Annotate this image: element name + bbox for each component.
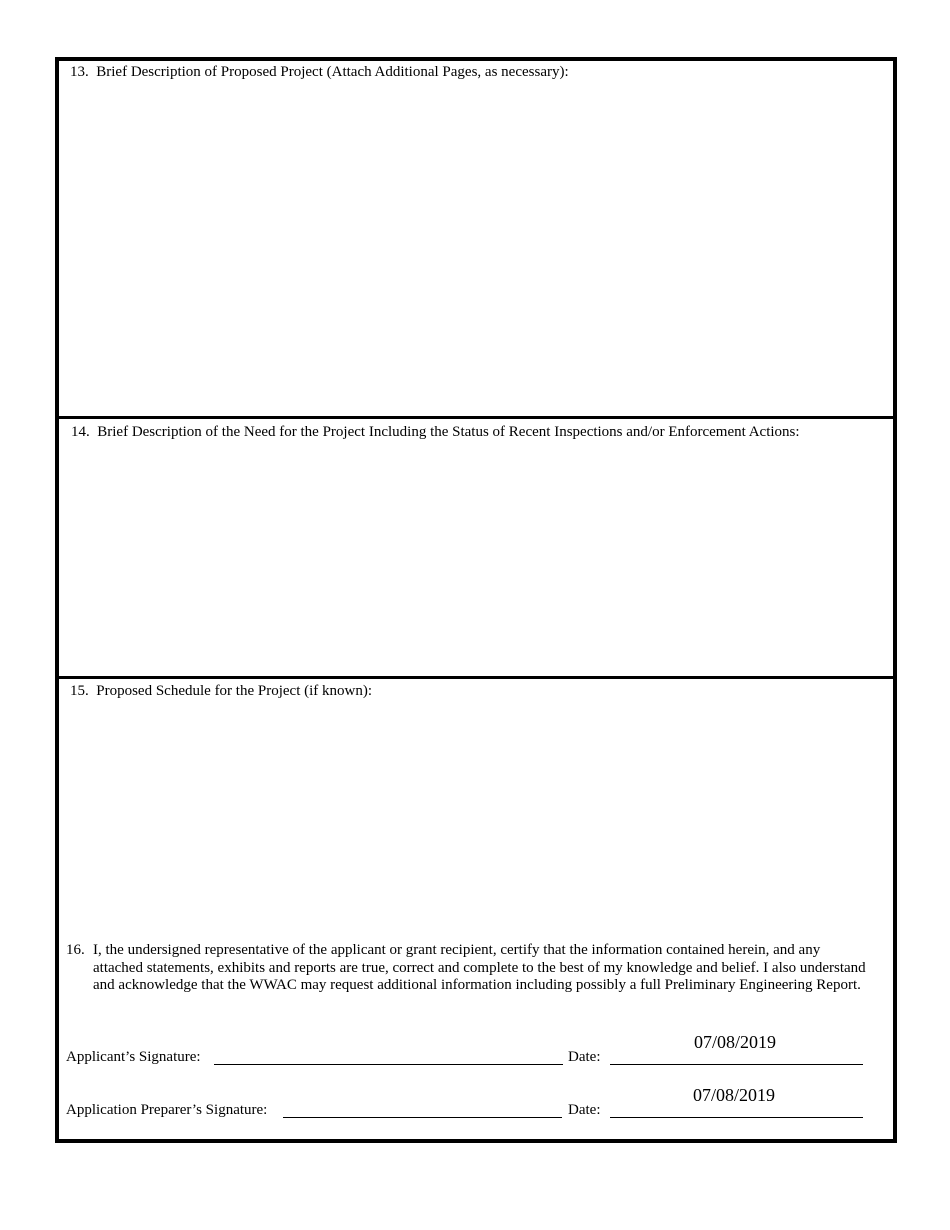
section-15-response-area[interactable] xyxy=(60,703,890,933)
section-15-label: Proposed Schedule for the Project (if known): xyxy=(96,683,373,699)
preparer-signature-label: Application Preparer’s Signature: xyxy=(66,1102,268,1118)
preparer-signature-line[interactable] xyxy=(283,1117,562,1118)
applicant-date-value[interactable]: 07/08/2019 xyxy=(694,1032,777,1052)
applicant-date-line[interactable] xyxy=(610,1064,863,1065)
section-14-label: Brief Description of the Need for the Project Including the Status of Recent Inspections and/or Enforcement Actions: xyxy=(97,424,800,440)
section-13-response-area[interactable] xyxy=(60,84,890,414)
section-15-number: 15. xyxy=(70,683,89,699)
applicant-date-label: Date: xyxy=(568,1049,601,1065)
certification-statement xyxy=(66,942,866,995)
section-15-heading xyxy=(70,682,372,700)
section-16-number: 16. xyxy=(66,942,85,958)
section-13-heading xyxy=(70,63,569,81)
applicant-signature-line[interactable] xyxy=(214,1064,563,1065)
section-divider-14 xyxy=(55,416,897,419)
preparer-date-line[interactable] xyxy=(610,1117,863,1118)
preparer-date-value[interactable]: 07/08/2019 xyxy=(693,1085,776,1105)
section-13-label: Brief Description of Proposed Project (Attach Additional Pages, as necessary): xyxy=(96,64,569,80)
section-13-number: 13. xyxy=(70,64,89,80)
applicant-signature-label: Applicant’s Signature: xyxy=(66,1049,201,1065)
section-14-heading xyxy=(71,423,800,441)
section-14-number: 14. xyxy=(71,424,90,440)
preparer-date-label: Date: xyxy=(568,1102,601,1118)
section-divider-15 xyxy=(55,676,897,679)
certification-text: I, the undersigned representative of the applicant or grant recipient, certify that the information contained herein, and any attached statements, exhibits and reports are true, correct and complete to the best of my knowledge and belief. I also understand and acknowledge that the WWAC may request additional information including possibly a full Preliminary Engineering Report. xyxy=(93,942,866,993)
section-14-response-area[interactable] xyxy=(60,444,890,674)
